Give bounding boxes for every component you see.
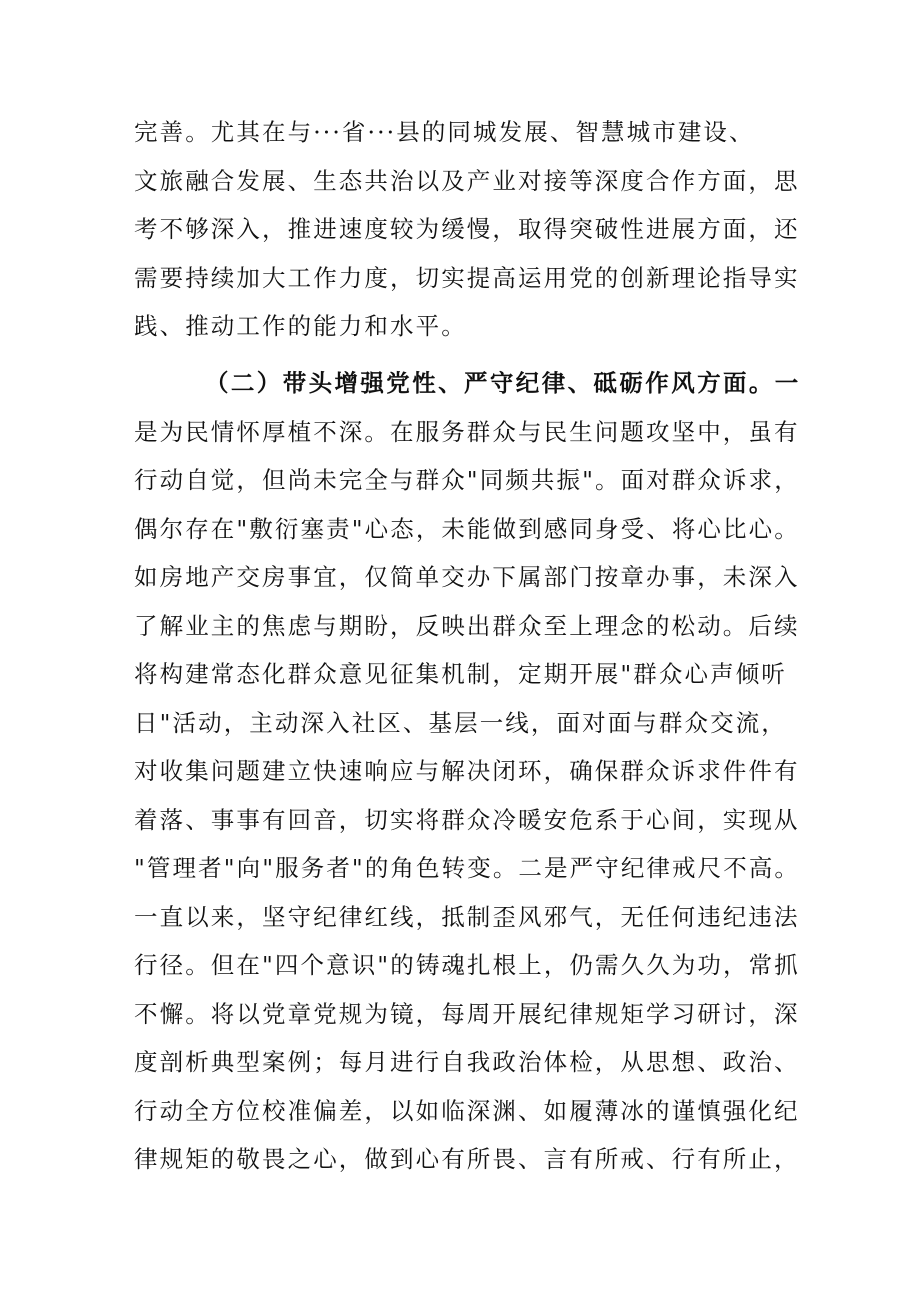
text-line-18: 行径。但在"四个意识"的铸魂扎根上，仍需久久为功，常抓: [134, 951, 800, 979]
text-line-19: 不懈。将以党章党规为镜，每周开展纪律规矩学习研讨，深: [134, 1000, 800, 1028]
text-line-21: 行动全方位校准偏差，以如临深渊、如履薄冰的谨慎强化纪: [134, 1097, 800, 1125]
text-line-4: 需要持续加大工作力度，切实提高运用党的创新理论指导实: [134, 264, 800, 292]
text-line-20: 度剖析典型案例；每月进行自我政治体检，从思想、政治、: [134, 1048, 800, 1076]
text-line-17: 一直以来，坚守纪律红线，抵制歪风邪气，无任何违纪违法: [134, 903, 800, 931]
text-line-8: 行动自觉，但尚未完全与群众"同频共振"。面对群众诉求，: [134, 466, 800, 494]
text-line-9: 偶尔存在"敷衍塞责"心态，未能做到感同身受、将心比心。: [134, 515, 800, 543]
text-line-22: 律规矩的敬畏之心，做到心有所畏、言有所戒、行有所止，: [134, 1145, 800, 1173]
text-line-1: 完善。尤其在与···省···县的同城发展、智慧城市建设、: [134, 118, 755, 146]
text-line-5: 践、推动工作的能力和水平。: [134, 312, 467, 340]
text-line-11: 了解业主的焦虑与期盼，反映出群众至上理念的松动。后续: [134, 612, 800, 640]
text-line-15: 着落、事事有回音，切实将群众冷暖安危系于心间，实现从: [134, 806, 800, 834]
text-line-14: 对收集问题建立快速响应与解决闭环，确保群众诉求件件有: [134, 757, 800, 785]
text-line-12: 将构建常态化群众意见征集机制，定期开展"群众心声倾听: [134, 660, 787, 688]
section-heading: （二）带头增强党性、严守纪律、砥砺作风方面。一: [205, 369, 801, 397]
text-line-2: 文旅融合发展、生态共治以及产业对接等深度合作方面，思: [134, 167, 800, 195]
text-line-10: 如房地产交房事宜，仅简单交办下属部门按章办事，未深入: [134, 563, 800, 591]
text-line-13: 日"活动，主动深入社区、基层一线，面对面与群众交流，: [134, 709, 787, 737]
text-line-7: 是为民情怀厚植不深。在服务群众与民生问题攻坚中，虽有: [134, 418, 800, 446]
text-line-16: "管理者"向"服务者"的角色转变。二是严守纪律戒尺不高。: [134, 854, 801, 882]
text-line-3: 考不够深入，推进速度较为缓慢，取得突破性进展方面，还: [134, 215, 800, 243]
